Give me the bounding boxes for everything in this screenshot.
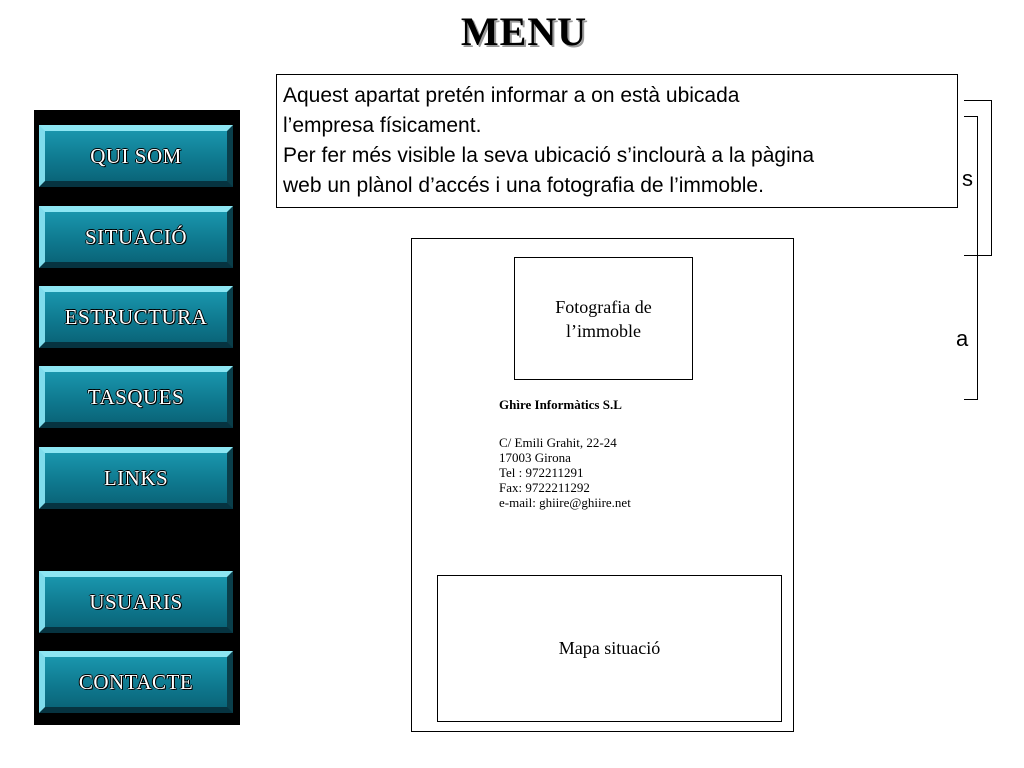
company-name: Ghìre Informàtics S.L	[499, 397, 622, 412]
cropped-text-fragment: s	[962, 166, 973, 191]
email-line: e-mail: ghiire@ghiire.net	[499, 495, 631, 510]
location-card	[411, 238, 794, 732]
fax-line: Fax: 9722211292	[499, 480, 590, 495]
description-box	[276, 74, 958, 208]
address-line: C/ Emili Grahit, 22-24	[499, 435, 617, 450]
photo-label: l’immoble	[566, 320, 641, 341]
location-map-placeholder	[437, 575, 782, 722]
description-line: Aquest apartat pretén informar a on està ubicada	[283, 84, 740, 107]
cropped-text-fragment: a	[956, 326, 969, 351]
description-line: web un plànol d’accés i una fotografia de l’immoble.	[283, 174, 764, 197]
page-title: MENU	[460, 9, 588, 54]
description-line: Per fer més visible la seva ubicació s’inclourà a la pàgina	[283, 144, 815, 167]
description-line: l’empresa físicament.	[283, 114, 482, 137]
contact-details	[499, 435, 631, 510]
map-label: Mapa situació	[558, 638, 661, 658]
photo-label: Fotografia de	[555, 296, 652, 317]
nav-button-contacte[interactable]: CONTACTE	[39, 651, 233, 713]
nav-button-tasques[interactable]: TASQUES	[39, 366, 233, 428]
address-line: 17003 Girona	[499, 450, 571, 465]
sidebar-menu	[34, 110, 240, 725]
building-photo-placeholder	[514, 257, 693, 380]
nav-button-estructura[interactable]: ESTRUCTURA	[39, 286, 233, 348]
annotation-bracket	[964, 116, 978, 400]
nav-button-links[interactable]: LINKS	[39, 447, 233, 509]
nav-button-usuaris[interactable]: USUARIS	[39, 571, 233, 633]
phone-line: Tel : 972211291	[499, 465, 584, 480]
nav-button-qui-som[interactable]: QUI SOM	[39, 125, 233, 187]
nav-button-situacio[interactable]: SITUACIÓ	[39, 206, 233, 268]
